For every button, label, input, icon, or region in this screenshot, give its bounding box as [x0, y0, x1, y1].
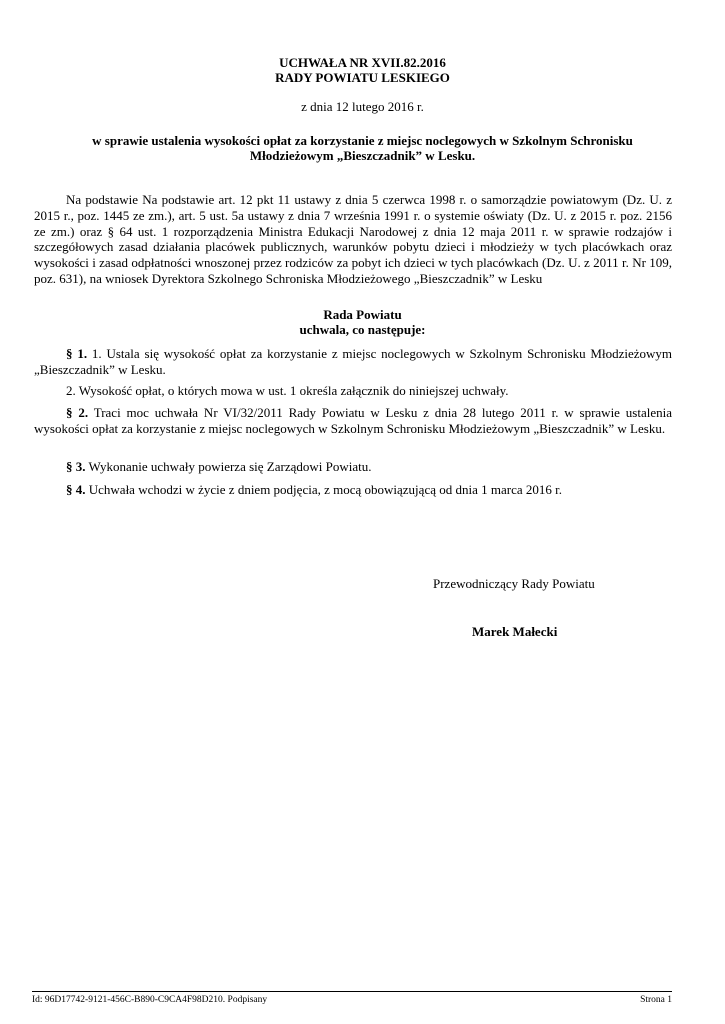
resolution-subject: [60, 133, 665, 163]
title-line-1: UCHWAŁA NR XVII.82.2016: [279, 55, 446, 70]
subject-line-1: w sprawie ustalenia wysokości opłat za korzystanie z miejsc noclegowych w Szkolnym Schronisku: [92, 133, 633, 148]
signature-role: Przewodniczący Rady Powiatu: [433, 576, 595, 591]
section-2: [34, 405, 672, 437]
council-heading: [60, 307, 665, 337]
footer-document-id: Id: 96D17742-9121-456C-B890-C9CA4F98D210. Podpisany: [32, 995, 268, 1005]
footer-page-number: Strona 1: [640, 995, 672, 1005]
footer-divider: [32, 991, 672, 992]
section-4: [34, 482, 672, 498]
resolution-title: [60, 55, 665, 85]
section-1-paragraph-2: 2. Wysokość opłat, o których mowa w ust. 1 określa załącznik do niniejszej uchwały.: [66, 383, 509, 398]
section-2-text: Traci moc uchwała Nr VI/32/2011 Rady Powiatu w Lesku z dnia 28 lutego 2011 r. w sprawie ustalenia wysokości opłat za korzystanie z miejsc noclegowych w Szkolnym Schronisku Młodzieżowym „Bieszczadnik” w Lesku.: [34, 405, 673, 436]
section-3-mark: § 3.: [66, 459, 86, 474]
council-line-1: Rada Powiatu: [323, 307, 402, 322]
council-line-2: uchwala, co następuje:: [299, 322, 426, 337]
section-1-mark: § 1.: [66, 346, 88, 361]
section-2-mark: § 2.: [66, 405, 89, 420]
title-line-2: RADY POWIATU LESKIEGO: [275, 70, 450, 85]
resolution-date: z dnia 12 lutego 2016 r.: [301, 99, 424, 114]
section-3: [34, 459, 672, 475]
section-1-text: 1. Ustala się wysokość opłat za korzystanie z miejsc noclegowych w Szkolnym Schronisku Młodzieżowym „Bieszczadnik” w Lesku.: [34, 346, 672, 377]
section-1: [34, 346, 672, 378]
subject-line-2: Młodzieżowym „Bieszczadnik” w Lesku.: [249, 148, 476, 163]
section-3-text: Wykonanie uchwały powierza się Zarządowi Powiatu.: [85, 459, 372, 474]
preamble: Na podstawie Na podstawie art. 12 pkt 11 ustawy z dnia 5 czerwca 1998 r. o samorządzie powiatowym (Dz. U. z 2015 r., poz. 1445 ze zm.), art. 5 ust. 5a ustawy z dnia 7 września 1991 r. o systemie oświaty (Dz. U. z 2015 r. poz. 2156 ze zm.) oraz § 64 ust. 1 rozporządzenia Ministra Edukacji Narodowej z dnia 12 maja 2011 r. w sprawie rodzajów i szczegółowych zasad działania placówek publicznych, warunków pobytu dzieci i młodzieży w tych placówkach oraz wysokości i zasad odpłatności wnoszonej przez rodziców za pobyt ich dzieci w tych placówkach (Dz. U. z 2011 r. Nr 109, poz. 631), na wniosek Dyrektora Szkolnego Schroniska Młodzieżowego „Bieszczadnik” w Lesku: [34, 192, 672, 286]
section-4-text: Uchwała wchodzi w życie z dniem podjęcia, z mocą obowiązującą od dnia 1 marca 2016 r.: [85, 482, 562, 497]
signature-name: Marek Małecki: [472, 624, 558, 639]
section-4-mark: § 4.: [66, 482, 86, 497]
